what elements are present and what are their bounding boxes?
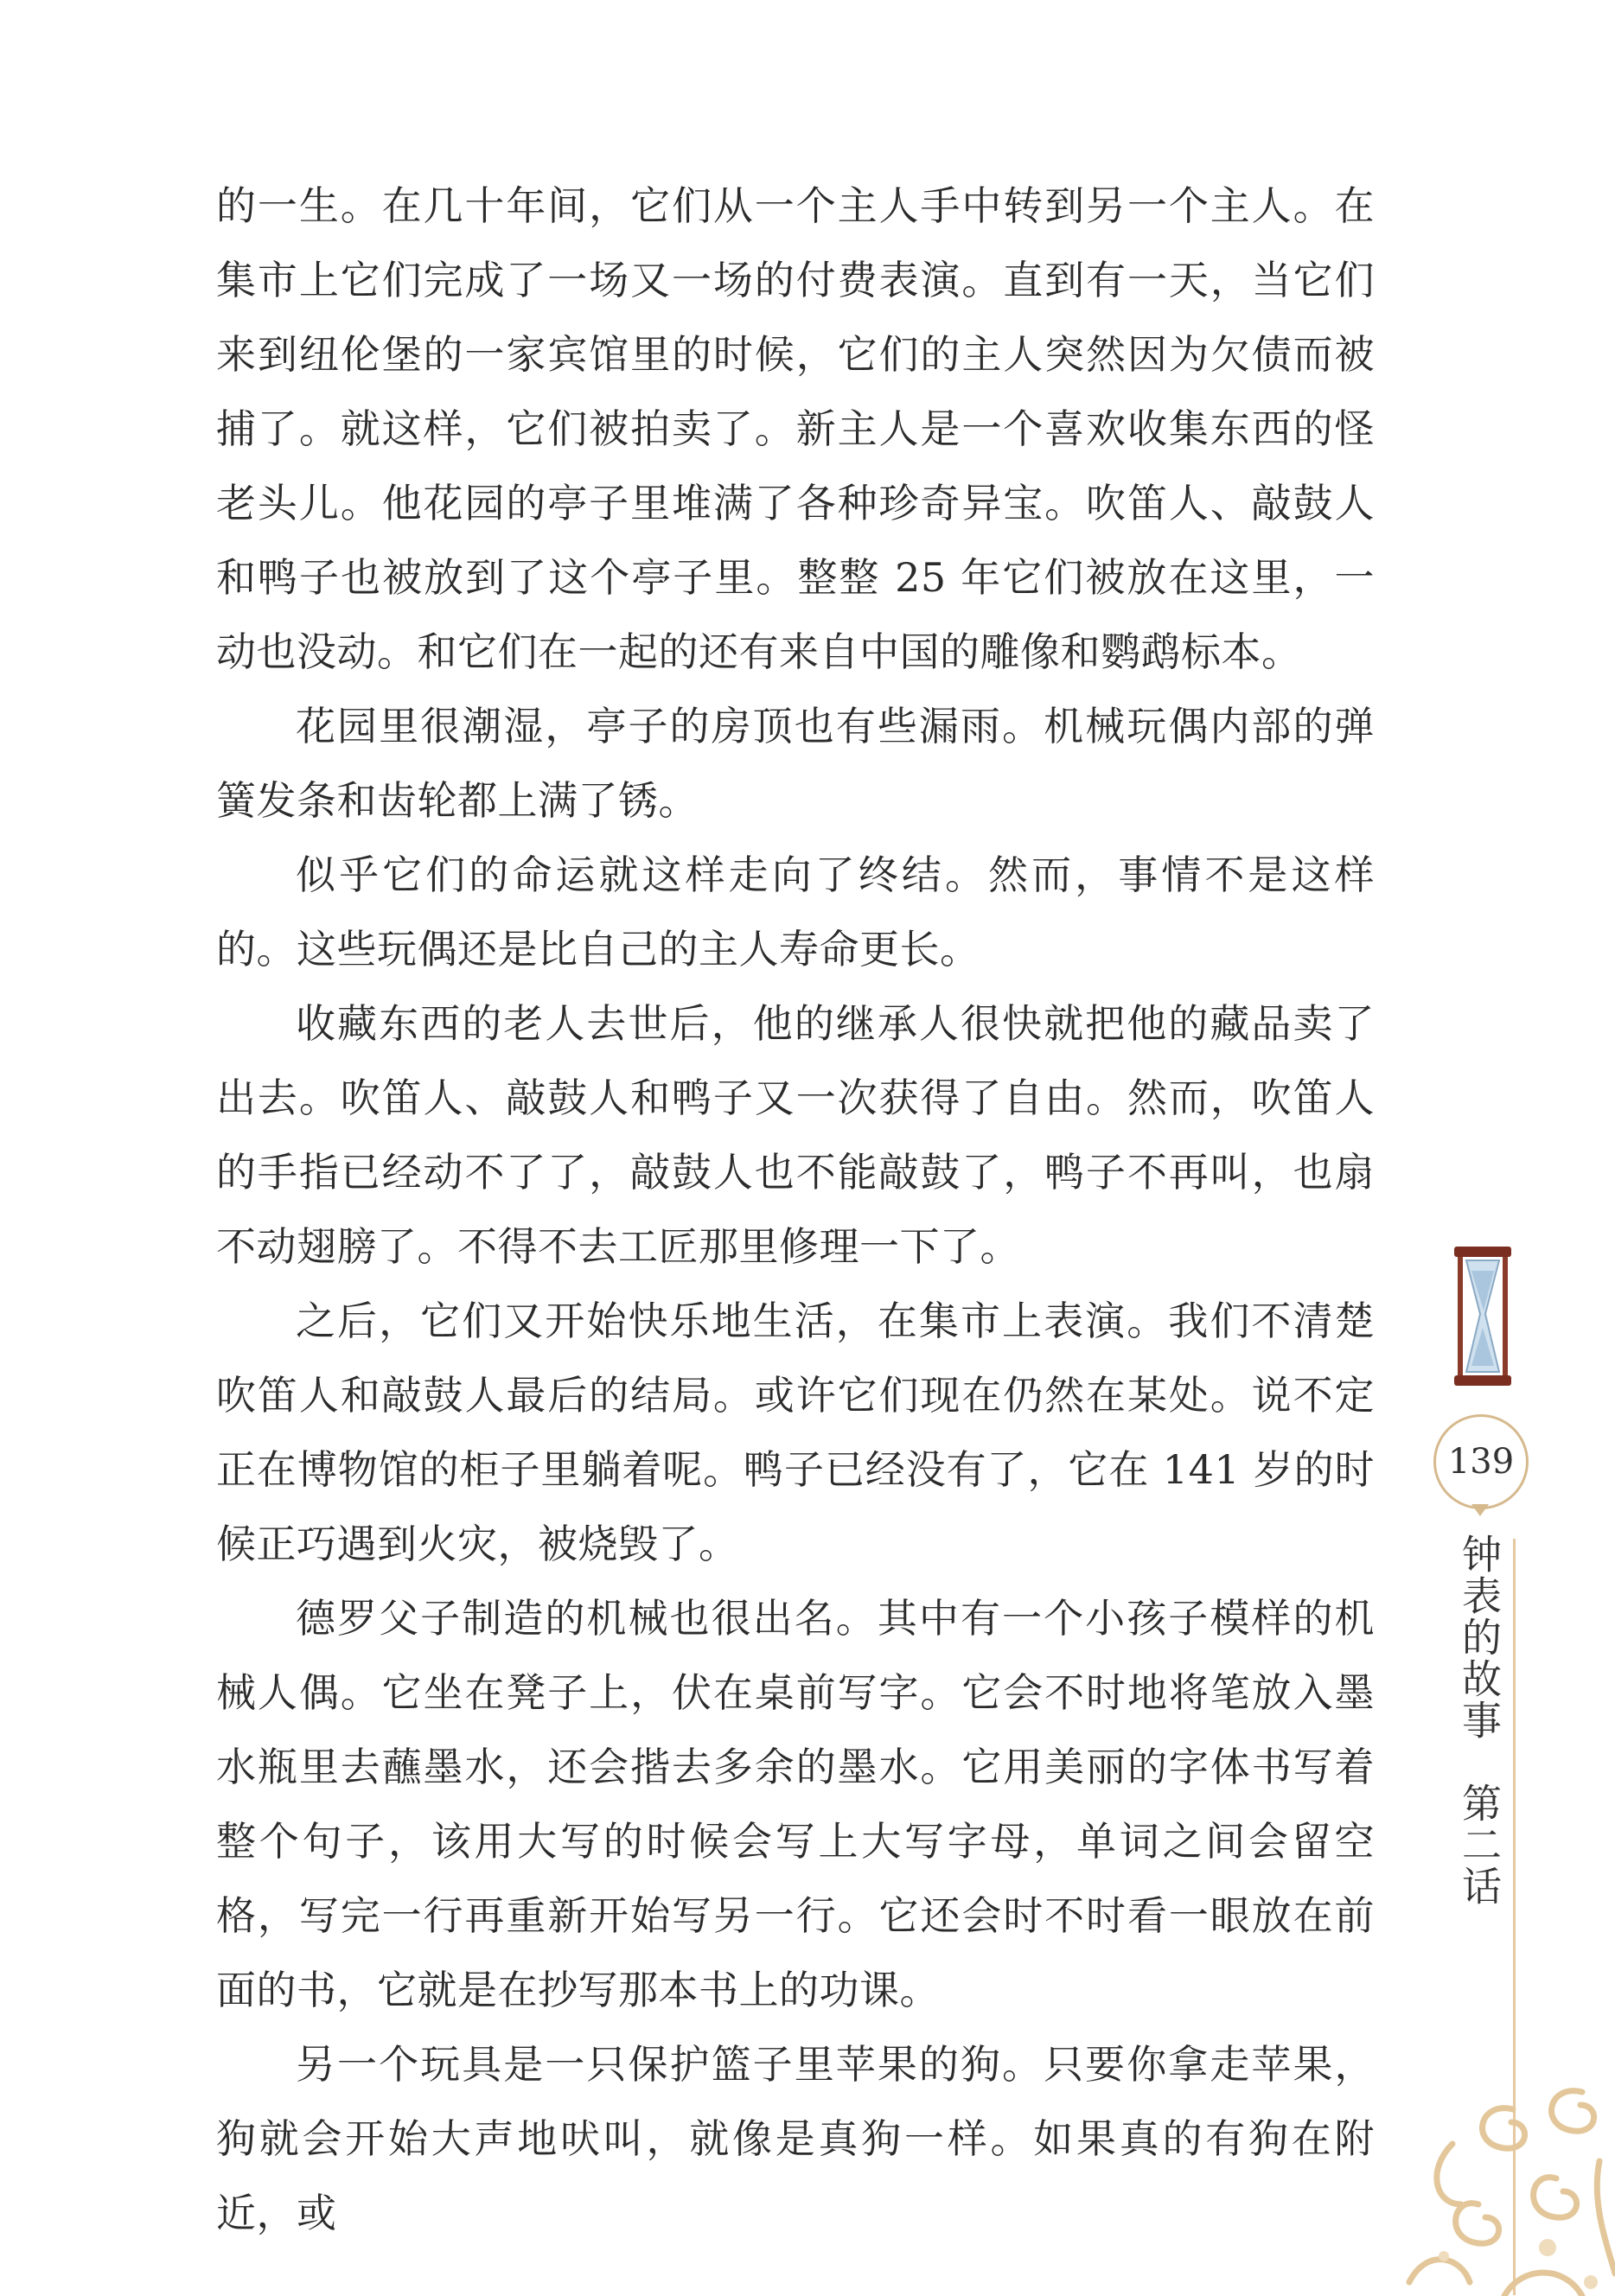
title-spacer (1456, 1741, 1503, 1783)
page-number: 139 (1433, 1414, 1529, 1509)
chapter-title: 钟表的故事 (1456, 1534, 1503, 1741)
corner-ornament-icon (1375, 2075, 1615, 2296)
body-text (216, 169, 1375, 2250)
running-header (1452, 1534, 1506, 1907)
section-label: 第二话 (1456, 1783, 1503, 1907)
paragraph-4: 收藏东西的老人去世后，他的继承人很快就把他的藏品卖了出去。吹笛人、敲鼓人和鸭子又一次获得了自由。然而，吹笛人的手指已经动不了了，敲鼓人也不能敲鼓了，鸭子不再叫，也扇不动翅膀了。不得不去工匠那里修理一下了。 (216, 1000, 1375, 1270)
page-number-pointer (1471, 1504, 1489, 1516)
paragraph-7: 另一个玩具是一只保护篮子里苹果的狗。只要你拿走苹果，狗就会开始大声地吠叫，就像是真狗一样。如果真的有狗在附近，或 (216, 2041, 1375, 2236)
hourglass-icon (1452, 1245, 1513, 1387)
paragraph-5: 之后，它们又开始快乐地生活，在集市上表演。我们不清楚吹笛人和敲鼓人最后的结局。或许它们现在仍然在某处。说不定正在博物馆的柜子里躺着呢。鸭子已经没有了，它在 141 岁的时候正巧遇到火灾，被烧毁了。 (216, 1298, 1375, 1567)
paragraph-1: 的一生。在几十年间，它们从一个主人手中转到另一个主人。在集市上它们完成了一场又一场的付费表演。直到有一天，当它们来到纽伦堡的一家宾馆里的时候，它们的主人突然因为欠债而被捕了。就这样，它们被拍卖了。新主人是一个喜欢收集东西的怪老头儿。他花园的亭子里堆满了各种珍奇异宝。吹笛人、敲鼓人和鸭子也被放到了这个亭子里。整整 25 年它们被放在这里，一动也没动。和它们在一起的还有来自中国的雕像和鹦鹉标本。 (216, 182, 1375, 675)
paragraph-3: 似乎它们的命运就这样走向了终结。然而，事情不是这样的。这些玩偶还是比自己的主人寿命更长。 (216, 851, 1375, 973)
paragraph-6: 德罗父子制造的机械也很出名。其中有一个小孩子模样的机械人偶。它坐在凳子上，伏在桌前写字。它会不时地将笔放入墨水瓶里去蘸墨水，还会揩去多余的墨水。它用美丽的字体书写着整个句子，该用大写的时候会写上大写字母，单词之间会留空格，写完一行再重新开始写另一行。它还会时不时看一眼放在前面的书，它就是在抄写那本书上的功课。 (216, 1595, 1375, 2013)
paragraph-2: 花园里很潮湿，亭子的房顶也有些漏雨。机械玩偶内部的弹簧发条和齿轮都上满了锈。 (216, 703, 1375, 824)
